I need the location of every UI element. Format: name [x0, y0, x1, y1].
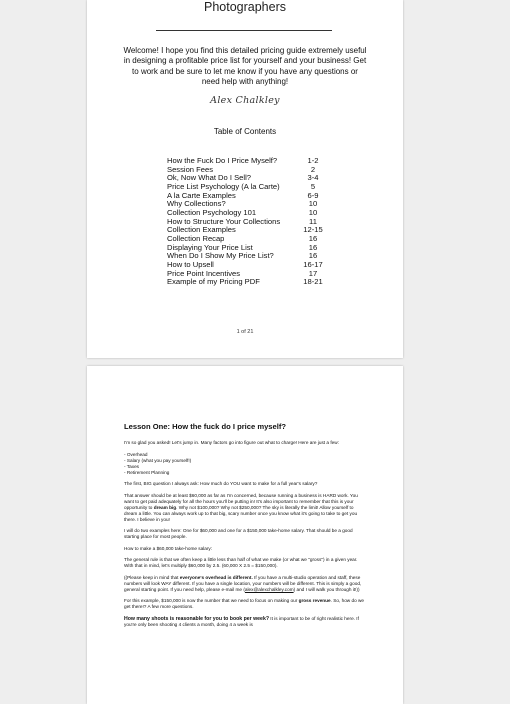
toc-entry-page: 18-21 — [303, 277, 323, 287]
email-link[interactable]: alex@alexchalkley.com — [244, 586, 294, 592]
list-item: - Retirement Planning — [124, 469, 170, 475]
document-page-2 — [87, 366, 403, 704]
toc-entry-title: How the Fuck Do I Price Myself? — [167, 156, 278, 165]
welcome-paragraph: Welcome! I hope you find this detailed pricing guide extremely useful in designing a profitable price list for yourself and your business! Get to work and be sure to let me know if you have any questions or need help with anything! — [123, 46, 367, 87]
list-item: - Taxes — [124, 463, 140, 469]
toc-entry-page: 1-2 — [307, 156, 319, 165]
toc-entry-title: Example of my Pricing PDF — [167, 277, 260, 287]
toc-heading: Table of Contents — [213, 127, 277, 136]
toc-entry-title: Collection Examples — [167, 225, 236, 235]
toc-entry-page: 3-4 — [307, 173, 319, 183]
examples-paragraph: I will do two examples here: One for $60,000 and one for a $150,000 take-home salary. That should be a good starting place for most people. — [124, 528, 353, 539]
toc-entry-page: 5 — [310, 181, 316, 191]
lesson-title: Lesson One: How the fuck do I price myself? — [124, 422, 287, 431]
toc-entry-page: 16 — [308, 242, 318, 252]
document-title: Photographers — [203, 0, 286, 14]
toc-entry-title: Ok, Now What Do I Sell? — [167, 173, 251, 183]
author-signature: Alex Chalkley — [210, 95, 280, 106]
lesson-one-section — [124, 422, 368, 633]
list-item: - Overhead — [124, 451, 148, 457]
toc-entry-page: 2 — [310, 164, 316, 174]
toc-entry-title: When Do I Show My Price List? — [167, 251, 274, 261]
toc-entry-page: 17 — [308, 268, 318, 278]
toc-entry-page: 16-17 — [303, 259, 323, 269]
toc-entry-page: 10 — [308, 199, 318, 209]
list-item: - Salary (what you pay yourself!) — [124, 457, 192, 463]
document-page-1 — [87, 0, 403, 358]
toc-entry-title: Why Collections? — [167, 199, 226, 209]
toc-entry-page: 10 — [308, 207, 318, 217]
how-to-heading: How to make a $60,000 take-home salary: — [124, 545, 213, 551]
toc-entry-page: 11 — [309, 216, 317, 226]
toc-row — [167, 278, 327, 287]
toc-entry-title: A la Carte Examples — [167, 190, 236, 200]
rule-paragraph: The general rule is that we often keep a little less than half of what we make (or what we "gross") in a given year. With that in mind, let's multiply $60,000 by 2.5. (60,000 X 2.5 = $150,000). — [124, 557, 358, 568]
table-of-contents — [167, 157, 327, 287]
overhead-note: ((Please keep in mind that everyone's overhead is different. If you have a multi-studio operation and staff, these numbers will look WAY different. If you have a single location, your numbers will be different. This is simply a good, general starting point. If you need help, please e-mail me (alex@alexchalkley.com) and I will walk you through it!)) — [124, 574, 362, 592]
title-divider — [156, 30, 332, 31]
toc-entry-title: Session Fees — [167, 164, 214, 174]
salary-question: The first, BIG question I always ask: How much do YOU want to make for a full year's salary? — [124, 481, 318, 486]
toc-entry-title: Collection Recap — [167, 233, 225, 243]
toc-entry-title: Displaying Your Price List — [167, 242, 253, 252]
toc-entry-page: 12-15 — [303, 225, 323, 235]
toc-entry-page: 16 — [308, 233, 318, 243]
intro-paragraph: I'm so glad you asked! Let's jump in. Many factors go into figure out what to charge! Here are just a few: — [124, 440, 339, 445]
toc-entry-page: 16 — [308, 251, 318, 261]
page-number: 1 of 21 — [236, 329, 254, 335]
toc-entry-title: Price List Psychology (A la Carte) — [167, 181, 280, 191]
toc-entry-title: How to Structure Your Collections — [167, 216, 281, 226]
toc-entry-page: 6-9 — [307, 190, 319, 200]
shoots-paragraph: How many shoots is reasonable for you to book per week? It is important to be of right realistic here. If you're only been shooting 4 clients a month, doing 4 a week is — [124, 615, 359, 627]
toc-entry-title: Collection Psychology 101 — [167, 207, 257, 217]
factor-list — [124, 452, 368, 476]
salary-answer: That answer should be at least $60,000 as far as I'm concerned, because running a business is HARD work. You want to get paid adequately for all the hours you'll be putting in! It's also important to remember that this is your opportunity to dream big. Why not $100,000? Why not $250,000? The sky is literally the limit! Allow yourself to dream a little. You can always work up to that big, scary number once you know what it's going to take to get you there. I believe in you! — [124, 492, 358, 522]
toc-entry-title: How to Upsell — [167, 259, 214, 269]
gross-paragraph: For this example, $150,000 is now the number that we need to focus on making our gross revenue. So, how do we get there!? A few more questions. — [124, 598, 364, 609]
toc-entry-title: Price Point Incentives — [167, 268, 241, 278]
